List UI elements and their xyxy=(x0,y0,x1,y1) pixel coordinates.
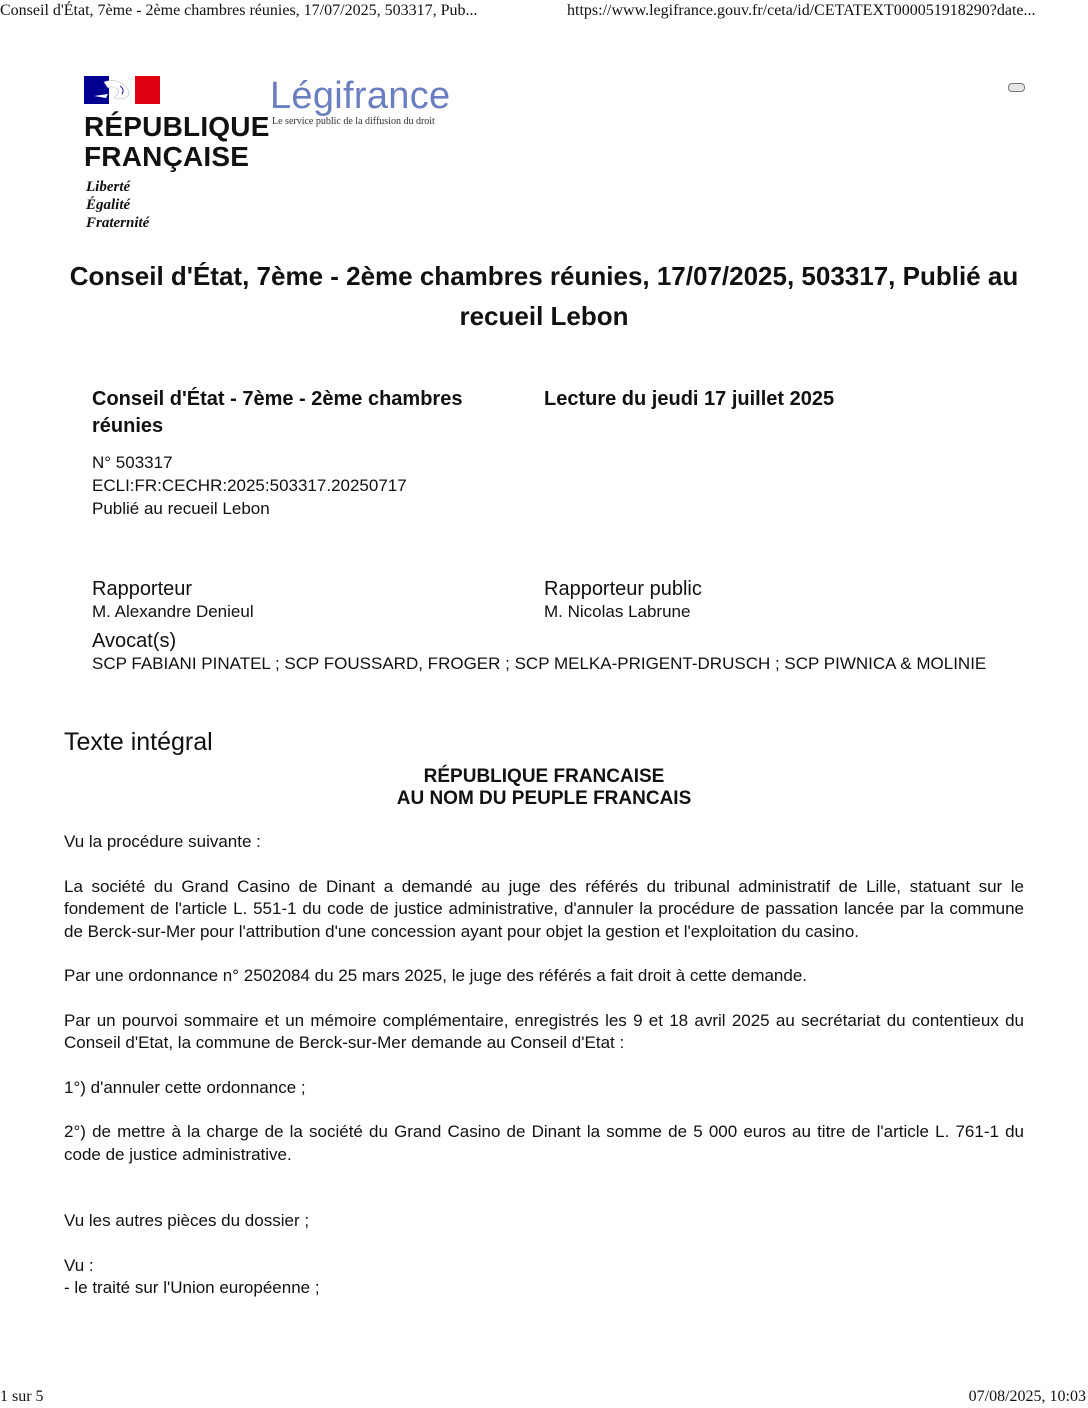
print-page-title: Conseil d'État, 7ème - 2ème chambres réunies, 17/07/2025, 503317, Pub... xyxy=(0,2,478,19)
decision-number: N° 503317 xyxy=(92,453,173,472)
body-paragraph: 1°) d'annuler cette ordonnance ; xyxy=(64,1077,306,1097)
menu-button[interactable] xyxy=(1008,83,1025,92)
republique-text: RÉPUBLIQUE xyxy=(84,111,270,142)
francaise-text: FRANÇAISE xyxy=(84,141,250,172)
body-paragraph: Par une ordonnance n° 2502084 du 25 mars 2025, le juge des référés a fait droit à cette demande. xyxy=(64,966,808,985)
decision-header xyxy=(64,766,1024,810)
ecli-identifier: ECLI:FR:CECHR:2025:503317.20250717 xyxy=(92,476,407,495)
body-paragraph: Vu les autres pièces du dossier ; xyxy=(64,1211,310,1230)
print-footer xyxy=(0,1388,1088,1408)
reading-date-block xyxy=(544,386,984,413)
jurisdiction: Conseil d'État - 7ème - 2ème chambres réunies xyxy=(92,388,463,437)
avocats-names: SCP FABIANI PINATEL ; SCP FOUSSARD, FROGER ; SCP MELKA-PRIGENT-DRUSCH ; SCP PIWNICA & MOLINIE xyxy=(92,654,987,673)
motto-egalite: Égalité xyxy=(86,197,131,213)
decision-body xyxy=(64,831,1024,1300)
body-paragraph: - le traité sur l'Union européenne ; xyxy=(64,1278,320,1297)
page-counter: 1 sur 5 xyxy=(0,1388,44,1405)
print-header xyxy=(0,2,1088,24)
au-nom-du-peuple-heading: AU NOM DU PEUPLE FRANCAIS xyxy=(396,788,692,809)
body-paragraph: La société du Grand Casino de Dinant a demandé au juge des référés du tribunal administratif de Lille, statuant sur le fondement de l'article L. 551-1 du code de justice administrative, d'annuler la procédure de passation lancée par la commune de Berck-sur-Mer pour l'attribution d'une concession ayant pour objet la gestion et l'exploitation du casino. xyxy=(64,876,1024,941)
reading-date: Lecture du jeudi 17 juillet 2025 xyxy=(544,388,835,410)
print-page-url: https://www.legifrance.gouv.fr/ceta/id/CETATEXT000051918290?date... xyxy=(567,2,1036,19)
rapporteur-public-label: Rapporteur public xyxy=(544,578,702,600)
marianne-flag-icon xyxy=(84,76,160,104)
body-paragraph: 2°) de mettre à la charge de la société du Grand Casino de Dinant la somme de 5 000 euros au titre de l'article L. 761-1 du code de justice administrative. xyxy=(64,1122,1024,1164)
motto-fraternite: Fraternité xyxy=(86,215,150,231)
rapporteur-label: Rapporteur xyxy=(92,578,193,600)
republique-francaise-heading: RÉPUBLIQUE FRANCAISE xyxy=(423,766,665,787)
legifrance-logo[interactable] xyxy=(270,74,450,127)
rapporteur-public-name: M. Nicolas Labrune xyxy=(544,602,691,621)
body-paragraph: Vu la procédure suivante : xyxy=(64,832,261,851)
republique-francaise-logo xyxy=(84,76,270,236)
rapporteur-name: M. Alexandre Denieul xyxy=(92,602,254,621)
avocats-label: Avocat(s) xyxy=(92,630,177,652)
motto-liberte: Liberté xyxy=(86,179,131,195)
legifrance-brand-name: Légifrance xyxy=(270,75,451,117)
body-paragraph: Par un pourvoi sommaire et un mémoire complémentaire, enregistrés les 9 et 18 avril 2025 au secrétariat du contentieux du Conseil d'Etat, la commune de Berck-sur-Mer demande au Conseil d'Etat : xyxy=(64,1010,1024,1052)
texte-integral-heading: Texte intégral xyxy=(64,728,213,756)
publication-status: Publié au recueil Lebon xyxy=(92,499,270,518)
rapporteurs xyxy=(92,577,1012,623)
legifrance-tagline: Le service public de la diffusion du droit xyxy=(272,116,435,127)
page-title: Conseil d'État, 7ème - 2ème chambres réunies, 17/07/2025, 503317, Publié au recueil Lebon xyxy=(69,261,1019,331)
avocats xyxy=(92,629,1012,675)
print-datetime: 07/08/2025, 10:03 xyxy=(968,1388,1086,1405)
body-paragraph: Vu : xyxy=(64,1255,94,1275)
decision-metadata xyxy=(92,386,512,520)
